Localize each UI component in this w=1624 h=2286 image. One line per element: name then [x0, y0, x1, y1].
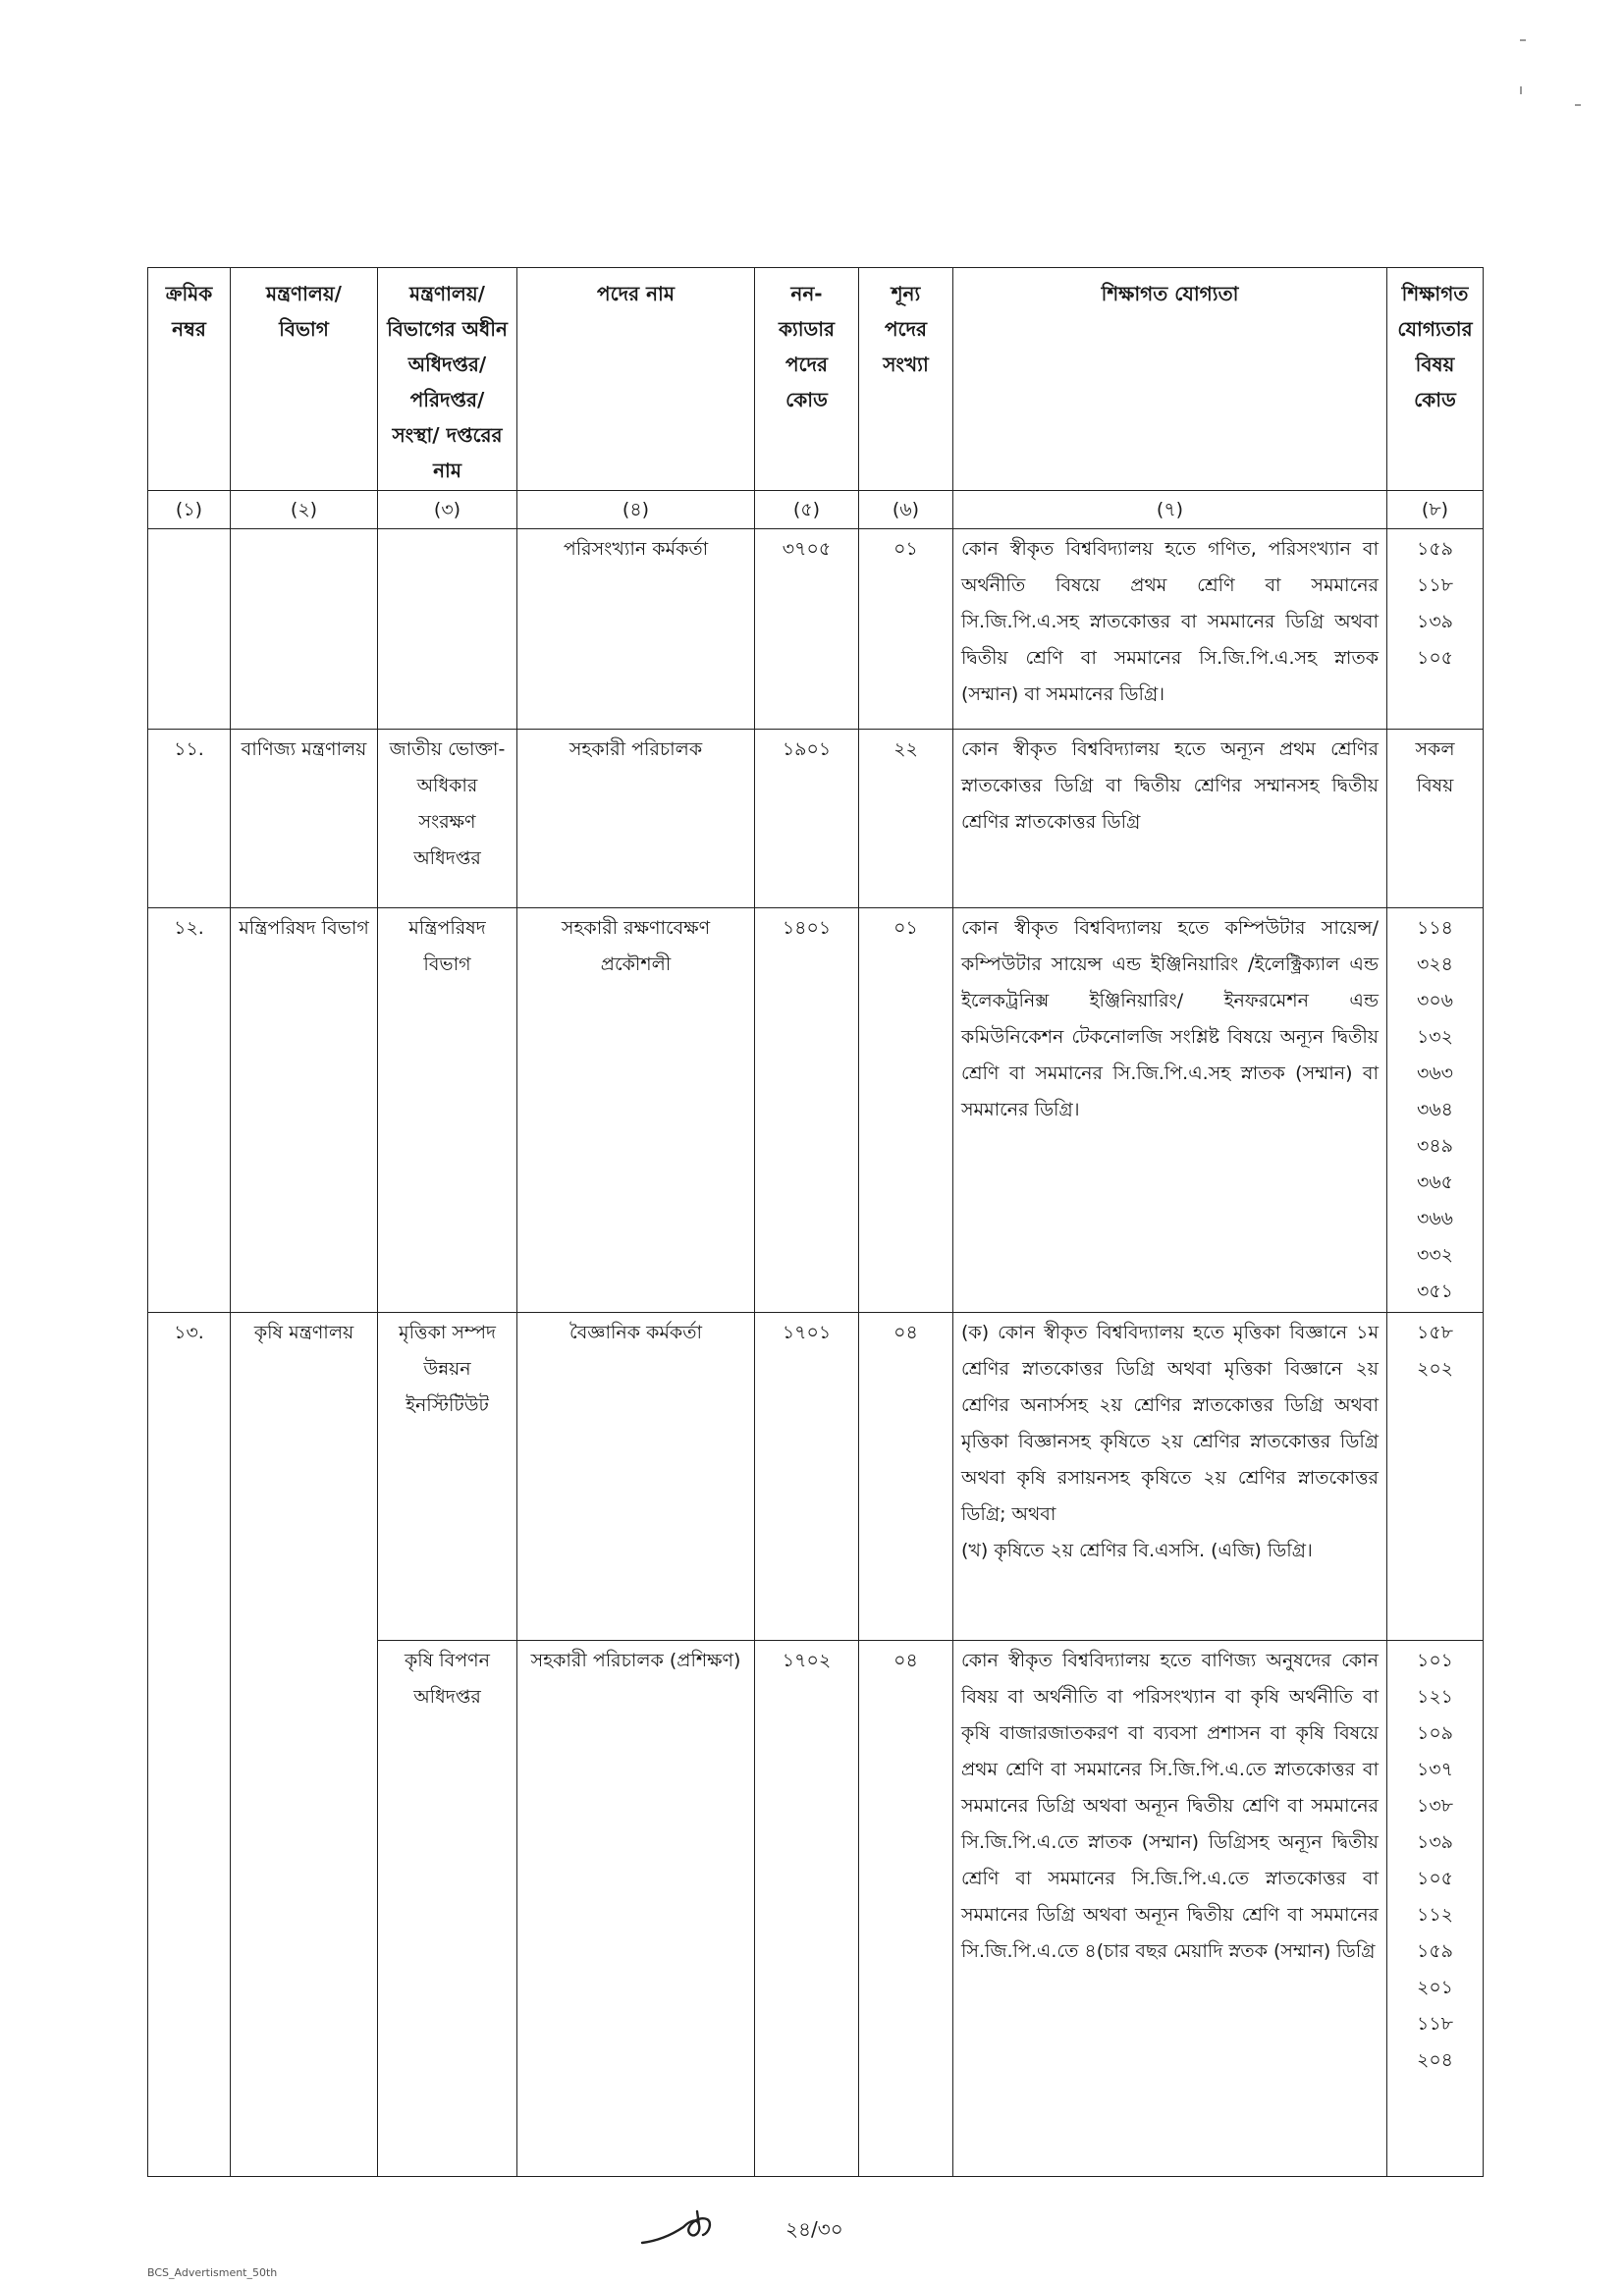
post-name-cell: সহকারী পরিচালক — [517, 730, 755, 908]
subject-codes-cell — [1387, 908, 1484, 1313]
ministry-cell: বাণিজ্য মন্ত্রণালয় — [231, 730, 378, 908]
column-number-row — [148, 491, 1484, 529]
job-vacancy-table — [147, 267, 1484, 2177]
subject-code: ২০২ — [1416, 1358, 1454, 1380]
table-row — [148, 1313, 1484, 1641]
header-subject-code: শিক্ষাগত যোগ্যতার বিষয় কোড — [1387, 268, 1484, 491]
subject-codes-cell — [1387, 529, 1484, 730]
subject-code: ১০৯ — [1416, 1722, 1453, 1744]
department-cell: মৃত্তিকা সম্পদ উন্নয়ন ইনস্টিটিউট — [378, 1313, 517, 1641]
page-number: ২৪/৩০ — [785, 2217, 843, 2241]
table-row — [148, 1641, 1484, 2177]
subject-code: ১২১ — [1416, 1686, 1453, 1708]
subject-code: ১৫৯ — [1417, 1940, 1453, 1962]
vacancies-cell: ০১ — [859, 529, 953, 730]
table-row — [148, 529, 1484, 730]
ministry-cell — [231, 529, 378, 730]
column-number: (৪) — [517, 491, 755, 529]
serial-cell — [148, 529, 231, 730]
ministry-cell: কৃষি মন্ত্রণালয় — [231, 1313, 378, 1641]
post-name-cell: সহকারী পরিচালক (প্রশিক্ষণ) — [517, 1641, 755, 2177]
ministry-cell: মন্ত্রিপরিষদ বিভাগ — [231, 908, 378, 1313]
subject-code: ৩৩২ — [1416, 1244, 1454, 1266]
scan-mark — [1575, 104, 1581, 106]
serial-cell: ১২. — [148, 908, 231, 1313]
file-label: BCS_Advertisment_50th — [147, 2266, 278, 2279]
subject-codes-cell — [1387, 1313, 1484, 1641]
subject-code: ১১৮ — [1417, 2013, 1453, 2035]
qualification-cell — [953, 1313, 1387, 1641]
subject-code: ১০১ — [1416, 1650, 1453, 1671]
header-vacancies: শূন্য পদের সংখ্যা — [859, 268, 953, 491]
subject-code: ৩৪৯ — [1416, 1135, 1453, 1157]
signature-mark — [638, 2205, 736, 2253]
post-name-cell: সহকারী রক্ষণাবেক্ষণ প্রকৌশলী — [517, 908, 755, 1313]
column-number: (২) — [231, 491, 378, 529]
scan-mark — [1520, 39, 1526, 41]
subject-code: ১৩৯ — [1416, 611, 1453, 632]
post-code-cell: ১৪০১ — [755, 908, 859, 1313]
qualification-option-a: (ক) কোন স্বীকৃত বিশ্ববিদ্যালয় হতে মৃত্তিকা বিজ্ঞানে ১ম শ্রেণির স্নাতকোত্তর ডিগ্রি অথবা মৃত্তিকা বিজ্ঞানে ২য় শ্রেণির অনার্সসহ ২য় শ্রেণির স্নাতকোত্তর ডিগ্রি অথবা মৃত্তিকা বিজ্ঞানসহ কৃষিতে ২য় শ্রেণির স্নাতকোত্তর ডিগ্রি অথবা কৃষি রসায়নসহ কৃষিতে ২য় শ্রেণির স্নাতকোত্তর ডিগ্রি; অথবা — [961, 1322, 1379, 1525]
post-name-cell: বৈজ্ঞানিক কর্মকর্তা — [517, 1313, 755, 1641]
header-post-code: নন-ক্যাডার পদের কোড — [755, 268, 859, 491]
qualification-cell: কোন স্বীকৃত বিশ্ববিদ্যালয় হতে অন্যূন প্রথম শ্রেণির স্নাতকোত্তর ডিগ্রি বা দ্বিতীয় শ্রেণির সম্মানসহ দ্বিতীয় শ্রেণির স্নাতকোত্তর ডিগ্রি — [953, 730, 1387, 908]
header-serial: ক্রমিক নম্বর — [148, 268, 231, 491]
table-row — [148, 908, 1484, 1313]
qualification-option-b: (খ) কৃষিতে ২য় শ্রেণির বি.এসসি. (এজি) ডিগ্রি। — [961, 1540, 1313, 1561]
subject-code: ২০১ — [1416, 1977, 1454, 1998]
subject-code: ১১৮ — [1417, 574, 1453, 596]
serial-cell: ১৩. — [148, 1313, 231, 1641]
department-cell — [378, 529, 517, 730]
serial-cell — [148, 1641, 231, 2177]
subject-code: ৩০৬ — [1416, 990, 1454, 1011]
subject-code: ৩৬৫ — [1416, 1171, 1454, 1193]
subject-code: ১৫৮ — [1417, 1322, 1453, 1343]
subject-code: ১১৪ — [1417, 917, 1453, 939]
column-number: (৫) — [755, 491, 859, 529]
post-code-cell: ৩৭০৫ — [755, 529, 859, 730]
subject-code: ১০৫ — [1416, 1868, 1453, 1889]
post-code-cell: ১৭০২ — [755, 1641, 859, 2177]
subject-code: ৩২৪ — [1416, 953, 1454, 975]
column-number: (৮) — [1387, 491, 1484, 529]
qualification-cell: কোন স্বীকৃত বিশ্ববিদ্যালয় হতে কম্পিউটার সায়েন্স/ কম্পিউটার সায়েন্স এন্ড ইঞ্জিনিয়ারিং /ইলেক্ট্রিক্যাল এন্ড ইলেকট্রনিক্স ইঞ্জিনিয়ারিং/ ইনফরমেশন এন্ড কমিউনিকেশন টেকনোলজি সংশ্লিষ্ট বিষয়ে অন্যূন দ্বিতীয় শ্রেণি বা সমমানের সি.জি.পি.এ.সহ স্নাতক (সম্মান) বা সমমানের ডিগ্রি। — [953, 908, 1387, 1313]
table-row — [148, 730, 1484, 908]
vacancies-cell: ০৪ — [859, 1313, 953, 1641]
column-number: (৭) — [953, 491, 1387, 529]
subject-code: ১০৫ — [1416, 647, 1453, 669]
subject-codes-cell — [1387, 730, 1484, 908]
department-cell: জাতীয় ভোক্তা-অধিকার সংরক্ষণ অধিদপ্তর — [378, 730, 517, 908]
subject-code: ৩৬৩ — [1416, 1062, 1454, 1084]
subject-code: ১৫৯ — [1417, 538, 1453, 560]
post-code-cell: ১৭০১ — [755, 1313, 859, 1641]
qualification-cell: কোন স্বীকৃত বিশ্ববিদ্যালয় হতে গণিত, পরিসংখ্যান বা অর্থনীতি বিষয়ে প্রথম শ্রেণি বা সমমানের সি.জি.পি.এ.সহ স্নাতকোত্তর বা সমমানের ডিগ্রি অথবা দ্বিতীয় শ্রেণি বা সমমানের সি.জি.পি.এ.সহ স্নাতক (সম্মান) বা সমমানের ডিগ্রি। — [953, 529, 1387, 730]
subject-code: ৩৬৬ — [1416, 1208, 1454, 1229]
subject-code: ১৩৯ — [1416, 1831, 1453, 1853]
qualification-cell: কোন স্বীকৃত বিশ্ববিদ্যালয় হতে বাণিজ্য অনুষদের কোন বিষয় বা অর্থনীতি বা পরিসংখ্যান বা কৃষি অর্থনীতি বা কৃষি বাজারজাতকরণ বা ব্যবসা প্রশাসন বা কৃষি বিষয়ে প্রথম শ্রেণি বা সমমানের সি.জি.পি.এ.তে স্নাতকোত্তর বা সমমানের ডিগ্রি অথবা অন্যূন দ্বিতীয় শ্রেণি বা সমমানের সি.জি.পি.এ.তে স্নাতক (সম্মান) ডিগ্রিসহ অন্যূন দ্বিতীয় শ্রেণি বা সমমানের সি.জি.পি.এ.তে স্নাতকোত্তর বা সমমানের ডিগ্রি অথবা অন্যূন দ্বিতীয় শ্রেণি বা সমমানের সি.জি.পি.এ.তে ৪(চার বছর মেয়াদি স্নতক (সম্মান) ডিগ্রি — [953, 1641, 1387, 2177]
subject-code: ১১২ — [1416, 1904, 1453, 1926]
serial-cell: ১১. — [148, 730, 231, 908]
header-qualification: শিক্ষাগত যোগ্যতা — [953, 268, 1387, 491]
subject-code: সকল বিষয় — [1415, 738, 1455, 796]
subject-code: ১৩৮ — [1416, 1795, 1453, 1817]
subject-code: ৩৬৪ — [1416, 1099, 1454, 1120]
ministry-cell — [231, 1641, 378, 2177]
vacancies-cell: ০৪ — [859, 1641, 953, 2177]
vacancies-cell: ২২ — [859, 730, 953, 908]
department-cell: কৃষি বিপণন অধিদপ্তর — [378, 1641, 517, 2177]
header-department: মন্ত্রণালয়/ বিভাগের অধীন অধিদপ্তর/ পরিদপ্তর/ সংস্থা/ দপ্তরের নাম — [378, 268, 517, 491]
header-row — [148, 268, 1484, 491]
subject-code: ২০৪ — [1416, 2049, 1454, 2071]
column-number: (৩) — [378, 491, 517, 529]
scan-mark — [1520, 86, 1522, 94]
post-code-cell: ১৯০১ — [755, 730, 859, 908]
department-cell: মন্ত্রিপরিষদ বিভাগ — [378, 908, 517, 1313]
post-name-cell: পরিসংখ্যান কর্মকর্তা — [517, 529, 755, 730]
column-number: (১) — [148, 491, 231, 529]
header-post-name: পদের নাম — [517, 268, 755, 491]
subject-code: ৩৫১ — [1416, 1280, 1453, 1302]
subject-code: ১৩২ — [1416, 1026, 1454, 1048]
subject-code: ১৩৭ — [1416, 1759, 1454, 1780]
subject-codes-cell — [1387, 1641, 1484, 2177]
vacancies-cell: ০১ — [859, 908, 953, 1313]
header-ministry: মন্ত্রণালয়/ বিভাগ — [231, 268, 378, 491]
column-number: (৬) — [859, 491, 953, 529]
